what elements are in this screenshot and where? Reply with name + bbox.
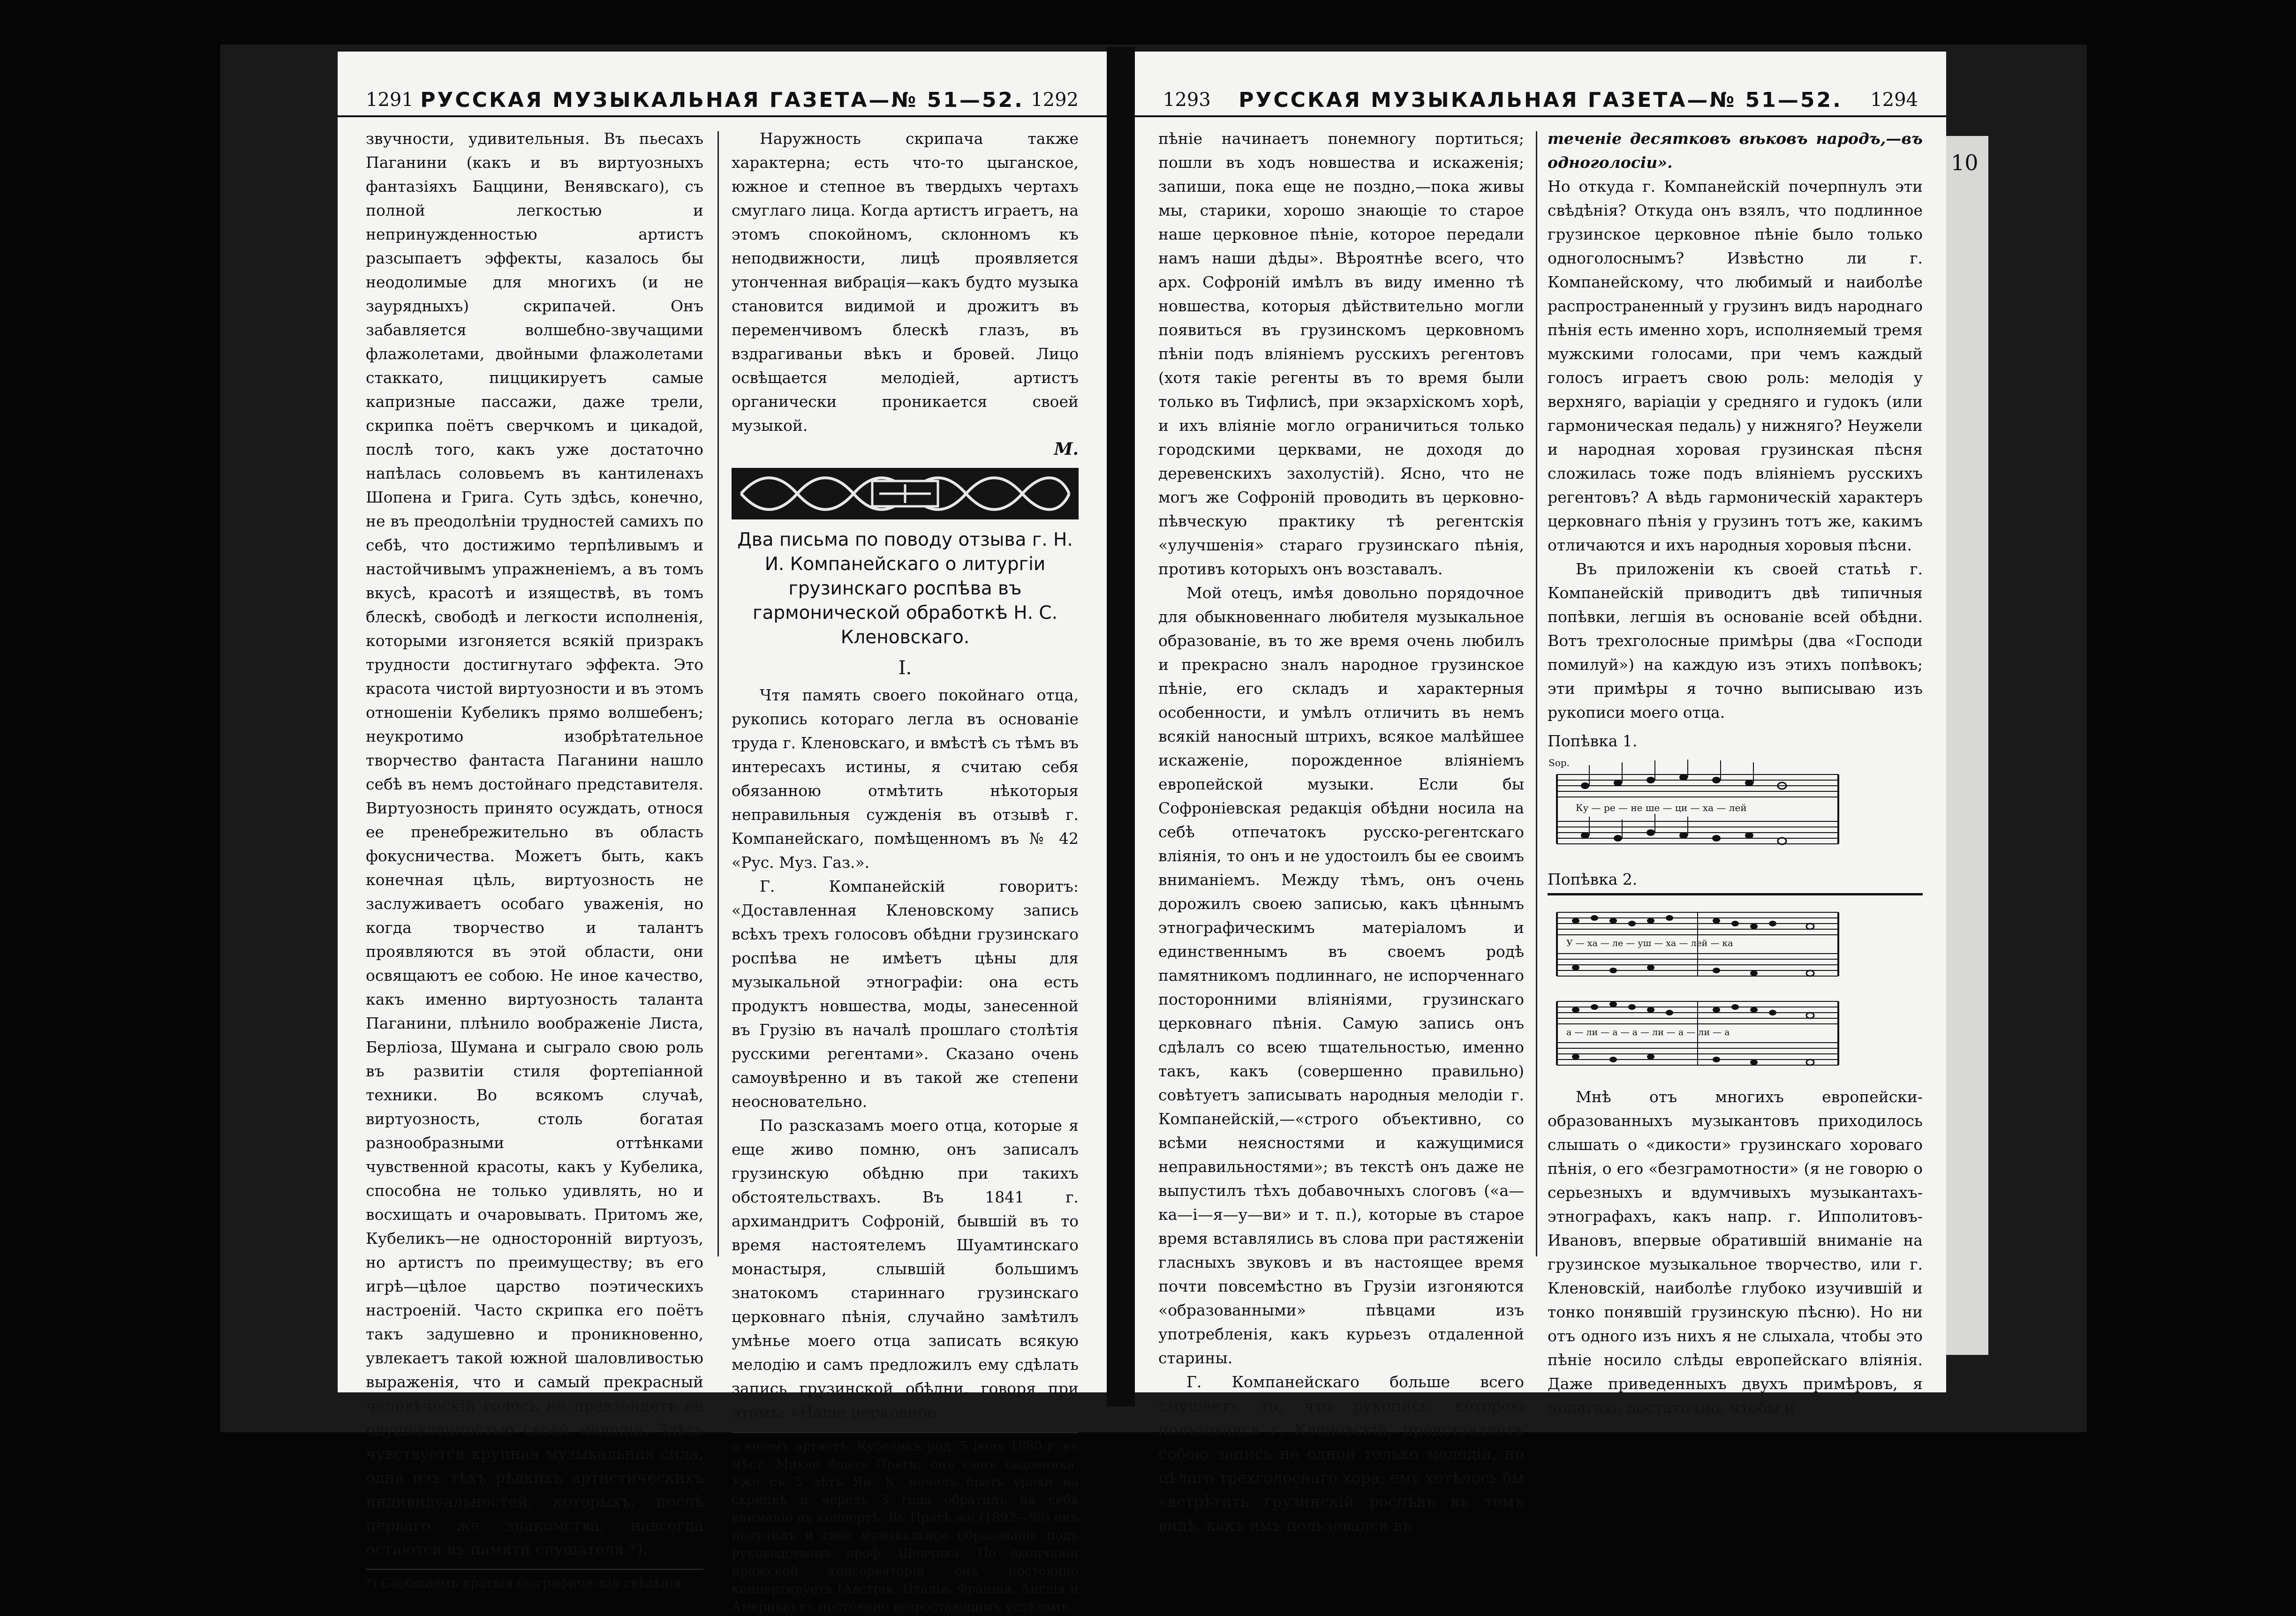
- paragraph: Мой отецъ, имѣя довольно порядочное для обыкновеннаго любителя музыкальное образованіе, въ то же время очень любилъ и прекрасно зналъ народное грузинское пѣніе, его складъ и характерныя особенности, и умѣлъ отличить въ немъ всякій наносный штрихъ, всякое малѣйшее искаженіе, порожденное вліяніемъ европейской музыки. Если бы Софроніевская редакція обѣдни носила на себѣ отпечатокъ русско-регентскаго вліянія, то онъ и не удостоилъ бы ее своимъ вниманіемъ. Между тѣмъ, онъ очень дорожилъ своею записью, какъ цѣннымъ этнографическимъ матеріаломъ и единственнымъ въ своемъ родѣ памятникомъ подлиннаго, не испорченнаго посторонними вліяніями, грузинскаго церковнаго пѣнія. Самую запись онъ сдѣлалъ со всею тщательностью, именно такъ, какъ (совершенно правильно) совѣтуетъ записывать народныя мелодіи г. Компанейскій,—«строго объективно, со всѣми неясностями и кажущимися неправильностями»; въ текстѣ онъ даже не выпустилъ тѣхъ добавочныхъ слоговъ («а—ка—і—я—у—ви» и т. п.), которые въ старое время вставлялись въ слова при растяженіи гласныхъ звуковъ и въ настоящее время почти повсемѣстно въ Грузіи изгоняются «образованными» пѣвцами изъ употребленія, какъ курьезъ отдаленной старины.: [1158, 584, 1524, 1367]
- next-page-edge: [1946, 136, 1988, 1355]
- paragraph: пѣніе начинаетъ понемногу портиться; пошли въ ходъ новшества и искаженія; запиши, пока еще не поздно,—пока живы мы, старики, хорошо знающіе то старое наше церковное пѣніе, которое передали намъ наши дѣды». Вѣроятнѣе всего, что арх. Софроній имѣлъ въ виду именно тѣ новшества, которыя дѣйствительно могли появиться въ грузинскомъ церковномъ пѣніи подъ вліяніемъ русскихъ регентовъ (хотя такіе регенты въ то время были только въ Тифлисѣ, при экзархіскомъ хорѣ, и ихъ вліяніе могло ограничиться только городскими церквами, не доходя до деревенскихъ захолустій). Ясно, что не могъ же Софроній проводить въ церковно-пѣвческую практику тѣ регентскія «улучшенія» стараго грузинскаго пѣнія, противъ которыхъ онъ возставалъ.: [1158, 129, 1524, 578]
- footnote: *) Сообщаемъ краткія біографическія свѣдѣнія: [366, 1576, 682, 1591]
- ornamental-divider: [732, 468, 1079, 519]
- left-page: [338, 52, 1107, 1614]
- paragraph: По разсказамъ моего отца, которые я еще живо помню, онъ записалъ грузинскую обѣдню при такихъ обстоятельствахъ. Въ 1841 г. архимандритъ Софроній, бывшій въ то время настоятелемъ Шуамтинскаго монастыря, слывшій большимъ знатокомъ стариннаго грузинскаго церковнаго пѣнія, случайно замѣтилъ умѣнье моего отца записать всякую мелодію и самъ предложилъ ему сдѣлать запись грузинской обѣдни, говоря при этомъ: «Наше церковное: [732, 1116, 1079, 1421]
- music-staff-icon: [1548, 898, 1848, 1076]
- paragraph: Въ приложеніи къ своей статьѣ г. Компанейскій приводитъ двѣ типичныя попѣвки, легшія въ основаніе всей обѣдни. Вотъ трехголосные примѣры (два «Господи помилуй») на каждую изъ этихъ попѣвокъ; эти примѣры я точно выписываю изъ рукописи моего отца.: [1548, 560, 1923, 722]
- footnote-rule: [732, 1432, 1079, 1433]
- page-number-1294: 1294: [1870, 89, 1918, 111]
- footnote-continuation: о юномъ артистѣ. Кубеликъ род. 5 іюля 1880 г. въ мѣст. Михле близъ Праги; онъ сынъ садовника. Уже съ 5 лѣтъ Ян. К. началъ брать уроки на скрипкѣ и черезъ 3 года обратилъ на себя вниманіе въ концертѣ. Въ Прагѣ же (1892—98) онъ получилъ и свое музыкальное образованіе подъ руководствомъ проф. Шевчика. По окончаніи пражской консерваторіи онъ постоянно концертируетъ (Австрія, Италія, Франція, Англія и Америка) съ постоянно возростающимъ успѣхомъ.: [732, 1439, 1079, 1614]
- musical-score-2: [1548, 898, 1923, 1076]
- ornament-icon: [732, 468, 1079, 519]
- music-staff-icon: [1548, 756, 1848, 859]
- book-gutter: [1107, 47, 1135, 1406]
- section-number: I.: [898, 657, 912, 679]
- score-label-1: Попѣвка 1.: [1548, 732, 1638, 750]
- article-title: Два письма по поводу отзыва г. Н. И. Компанейскаго о литургіи грузинскаго роспѣва въ гармонической обработкѣ Н. С. Кленовскаго.: [737, 529, 1073, 648]
- column-divider: [718, 131, 719, 1256]
- paragraph: Наружность скрипача также характерна; есть что-то цыганское, южное и степное въ твердыхъ чертахъ смуглаго лица. Когда артистъ играетъ, на этомъ спокойномъ, склонномъ къ неподвижности, лицѣ проявляется утонченная вибрація—какъ будто музыка становится видимой и дрожитъ въ переменчивомъ блескѣ глазъ, въ вздрагиваньи вѣкъ и бровей. Лицо освѣщается мелодіей, артистъ органически проникается своей музыкой.: [732, 129, 1079, 435]
- paragraph: Мнѣ отъ многихъ европейски-образованныхъ музыкантовъ приходилось слышать о «дикости» грузинскаго хороваго пѣнія, о его «безграмотности» (я не говорю о серьезныхъ и вдумчивыхъ музыкантахъ-этнографахъ, какъ напр. г. Ипполитовъ-Ивановъ, впервые обратившій вниманіе на грузинское музыкальное творчество, или г. Кленовскій, наиболѣе глубоко изучившій и тонко понявшій грузинскую пѣсню). Но ни отъ одного изъ нихъ я не слыхала, чтобы это пѣніе носило слѣды европейскаго вліянія. Даже приведенныхъ двухъ примѣровъ, я полагаю, достаточно, чтобы и: [1548, 1088, 1923, 1417]
- paragraph: Г. Компанейскій говоритъ: «Доставленная Кленовскому запись всѣхъ трехъ голосовъ обѣдни грузинскаго роспѣва не имѣетъ цѣны для музыкальной этнографіи: она есть продуктъ новшества, моды, занесенной въ Грузію въ началѣ прошлаго столѣтія русскими регентами». Сказано очень самоувѣренно и въ такой же степени неосновательно.: [732, 877, 1079, 1111]
- paragraph: Г. Компанейскаго больше всего смущаетъ то, что рукопись, которою пользовался г. Кленовскій, представляетъ собою запись не одной только мелодіи, но цѣлаго трехголоснаго хора; ему хотѣлось бы «встрѣтить грузинскій роспѣвъ въ томъ видѣ, какъ имъ пользовался въ: [1158, 1373, 1524, 1534]
- italic-quote: теченіе десятковъ вѣковъ народъ,—въ одноголосіи».: [1548, 129, 1923, 172]
- page-number-1292: 1292: [1031, 89, 1079, 111]
- author-signature: М.: [1054, 439, 1079, 459]
- right-page: [1135, 52, 1946, 1534]
- journal-title: РУССКАЯ МУЗЫКАЛЬНАЯ ГАЗЕТА—№ 51—52.: [420, 88, 1024, 112]
- right-column-2: [1548, 127, 1923, 1420]
- paragraph: Но откуда г. Компанейскій почерпнулъ эти свѣдѣнія? Откуда онъ взялъ, что подлинное грузинское церковное пѣніе было только одноголоснымъ? Извѣстно ли г. Компанейскому, что любимый и наиболѣе распространенный у грузинъ видъ народнаго пѣнія есть именно хоръ, исполняемый тремя мужскими голосами, при чемъ каждый голосъ играетъ свою роль: мелодія у верхняго, варіаціи у средняго и гудокъ (или гармоническая педаль) у нижняго? Неужели и народная хоровая грузинская пѣсня сложилась тоже подъ вліяніемъ русскихъ регентовъ? А вѣдь гармоническій характеръ церковнаго пѣнія у грузинъ тотъ же, какимъ отличаются и ихъ народныя хоровыя пѣсни.: [1548, 177, 1923, 554]
- paragraph: Чтя память своего покойнаго отца, рукопись котораго легла въ основаніе труда г. Кленовскаго, и вмѣстѣ съ тѣмъ въ интересахъ истины, я считаю себя обязанною отмѣтить нѣкоторыя неправильныя сужденія въ отзывѣ г. Компанейскаго, помѣщенномъ въ № 42 «Рус. Муз. Газ.».: [732, 686, 1079, 872]
- score-lyric: а — ли — а — а — ли — а — ли — а: [1566, 1027, 1730, 1037]
- page-number-1293: 1293: [1163, 89, 1211, 111]
- left-page-header: [338, 84, 1107, 117]
- left-column-2: [732, 127, 1079, 1616]
- left-column-1: [366, 127, 703, 1593]
- footnote-rule: [366, 1569, 703, 1570]
- right-page-header: [1135, 84, 1946, 117]
- right-column-1: [1158, 127, 1524, 1537]
- page-number-1291: 1291: [366, 89, 414, 111]
- musical-score-1: [1548, 756, 1923, 859]
- journal-title: РУССКАЯ МУЗЫКАЛЬНАЯ ГАЗЕТА—№ 51—52.: [1239, 88, 1843, 112]
- score-lyric: У — ха — ле — уш — ха — лей — ка: [1566, 938, 1733, 948]
- clef-label: Sop.: [1548, 757, 1570, 768]
- next-page-number: 10: [1951, 150, 1979, 175]
- score-label-2: Попѣвка 2.: [1548, 867, 1923, 895]
- column-divider: [1536, 131, 1537, 1256]
- paragraph: звучности, удивительныя. Въ пьесахъ Паганини (какъ и въ виртуозныхъ фантазіяхъ Баццини, Венявскаго), съ полной легкостью и непринужденностью артистъ разсыпаетъ эффекты, казалось бы неодолимые для многихъ (и не заурядныхъ) скрипачей. Онъ забавляется волшебно-звучащими флажолетами, двойными флажолетами стаккато, пиццикируетъ самые капризные пассажи, даже трели, скрипка поётъ сверчкомъ и цикадой, послѣ того, какъ уже достаточно напѣлась соловьемъ въ кантиленахъ Шопена и Грига. Суть здѣсь, конечно, не въ преодолѣніи трудностей самихъ по себѣ, что достижимо терпѣливымъ и настойчивымъ упражненіемъ, а въ томъ вкусѣ, красотѣ и изяществѣ, въ томъ блескѣ, свободѣ и легкости исполненія, которыми изгоняется всякій призракъ трудности достигнутаго эффекта. Это красота чистой виртуозности и въ этомъ отношеніи Кубеликъ прямо волшебенъ; неукротимо изобрѣтательное творчество фантаста Паганини нашло себѣ въ немъ достойнаго представителя. Виртуозность принято осуждать, относя ее пренебрежительно въ область фокусничества. Можетъ быть, какъ конечная цѣль, виртуозность не заслуживаетъ особаго уваженія, но когда творчество и талантъ проявляются въ этой области, они освящаютъ ее собою. Не иное качество, какъ именно виртуозность таланта Паганини, плѣнило воображеніе Листа, Берліоза, Шумана и сыграло свою роль въ развитіи стиля фортепіанной техники. Во всякомъ случаѣ, виртуозность, столь богатая разнообразными оттѣнками чувственной красоты, какъ у Кубелика, способна не только удивлять, но и восхищать и очаровывать. Притомъ же, Кубеликъ—не односторонній виртуозъ, но артистъ по преимуществу; въ его игрѣ—цѣлое царство поэтическихъ настроеній. Часто скрипка его поётъ такъ задушевно и проникновенно, увлекаетъ такой южной шаловливостью выраженія, что и самый прекрасный человѣческій голосъ не превзойдётъ ее одушевленностью своей мелодіи. Здѣсь чувствуется крупная музыкальная сила, одна изъ тѣхъ рѣдкихъ артистическихъ индивидуальностей, которыхъ, послѣ перваго же знакомства, навсегда остаются въ памяти слушателя *).: [366, 129, 703, 1558]
- score-lyric: Ку — ре — не ше — ци — ха — лей: [1576, 802, 1747, 813]
